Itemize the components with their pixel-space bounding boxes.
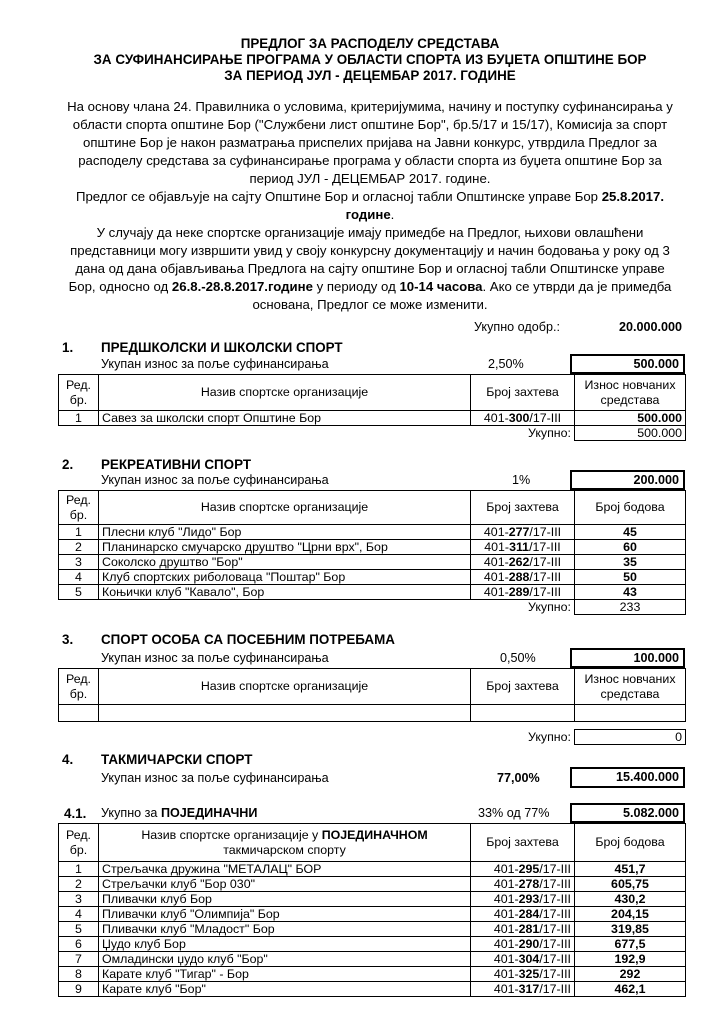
table-row: 3 Соколско друштво "Бор" 401-262/17-III 35 — [59, 555, 686, 570]
table-row: 4 Клуб спортских риболоваца "Поштар" Бор 401-288/17-III 50 — [59, 570, 686, 585]
intro-line: На основу члана 24. Правилника о условима, критеријумима, начину и поступку суфинансирања у — [67, 99, 673, 114]
table-total-row: Укупно: 233 — [59, 600, 686, 615]
table-row: 5 Пливачки клуб "Младост" Бор 401-281/17-III 319,85 — [59, 922, 686, 937]
intro-line: представници могу извршити увид у своју конкурсну документацију и начин бодовања у року од 3 — [70, 243, 670, 258]
total-approved-label: Укупно одобр.: — [474, 320, 560, 334]
section-1-percent: 2,50% — [488, 357, 524, 371]
table-total-row: Укупно: 0 — [59, 730, 686, 745]
section-1-amount: 500.000 — [570, 354, 685, 374]
section-2-amount: 200.000 — [570, 470, 685, 490]
objection-hours: 10-14 часова — [399, 279, 483, 294]
section-4-amount: 15.400.000 — [570, 767, 685, 788]
section-3-number: 3. — [62, 632, 74, 647]
intro-line: Предлог се објављује на сајту Општине Бор и огласној табли Општинске управе Бор 25.8.2017. — [75, 189, 665, 204]
table-row: 9 Карате клуб "Бор" 401-317/17-III 462,1 — [59, 982, 686, 997]
intro-line: основана, Предлог се може изменити. — [252, 297, 488, 312]
intro-line: дана од дана објављивања Предлога на сајту општине Бор и огласној табли Општинске управе — [75, 261, 665, 276]
intro-line: општине Бор је након разматрања приспелих пријава на Јавни конкурс, утврдила Предлог за — [82, 135, 658, 150]
section-1-total: 500.000 — [575, 426, 686, 441]
section-2-number: 2. — [62, 457, 74, 472]
section-3-field-label: Укупан износ за поље суфинансирања — [101, 651, 329, 665]
objection-dates: 26.8.-28.8.2017.године — [171, 279, 313, 294]
section-1-field-label: Укупан износ за поље суфинансирања — [101, 357, 329, 371]
title-line-1: ПРЕДЛОГ ЗА РАСПОДЕЛУ СРЕДСТАВА — [240, 36, 500, 51]
table-row: 5 Коњички клуб "Кавало", Бор 401-289/17-III 43 — [59, 585, 686, 600]
table-row: 2 Планинарско смучарско друштво "Црни врх", Бор 401-311/17-III 60 — [59, 540, 686, 555]
section-4-percent: 77,00% — [497, 771, 540, 785]
section-2-field-label: Укупан износ за поље суфинансирања — [101, 473, 329, 487]
table-row: 8 Карате клуб "Тигар" - Бор 401-325/17-III 292 — [59, 967, 686, 982]
table-total-row: Укупно: 500.000 — [59, 426, 686, 441]
subsection-4-1-table — [58, 823, 686, 997]
total-approved-value: 20.000.000 — [618, 320, 682, 334]
table-row: 1 Савез за школски спорт Општине Бор 401-300/17-III 500.000 — [59, 411, 686, 426]
section-3-total: 0 — [575, 730, 686, 745]
table-row — [59, 705, 686, 722]
table-header-row: Ред. бр. Назив спортске организације Број захтева Број бодова — [59, 491, 686, 525]
col-org-header: Назив спортске организације — [99, 375, 471, 411]
publish-date: 25.8.2017. — [601, 189, 665, 204]
intro-line: области спорта општине Бор ("Службени лист општине Бор", бр.5/17 и 15/17), Комисија за спорт — [72, 117, 668, 132]
document-title — [60, 36, 680, 84]
table-row: 4 Пливачки клуб "Олимпија" Бор 401-284/17-III 204,15 — [59, 907, 686, 922]
subsection-4-1-number: 4.1. — [64, 806, 87, 821]
section-4-field-label: Укупан износ за поље суфинансирања — [101, 771, 329, 785]
section-1-title: ПРЕДШКОЛСКИ И ШКОЛСКИ СПОРТ — [101, 340, 343, 355]
table-row: 7 Омладински џудо клуб "Бор" 401-304/17-III 192,9 — [59, 952, 686, 967]
intro-line: период ЈУЛ - ДЕЦЕМБАР 2017. године. — [249, 171, 491, 186]
section-3-table — [58, 668, 686, 745]
section-2-percent: 1% — [512, 473, 531, 487]
col-amount-header: Износ новчаних средстава — [575, 375, 686, 411]
title-line-3: ЗА ПЕРИОД ЈУЛ - ДЕЦЕМБАР 2017. ГОДИНЕ — [224, 68, 516, 83]
section-1-table — [58, 374, 686, 441]
table-header-row — [59, 375, 686, 411]
table-row: 3 Пливачки клуб Бор 401-293/17-III 430,2 — [59, 892, 686, 907]
col-req-header: Број захтева — [471, 375, 575, 411]
subsection-4-1-label: Укупно за ПОЈЕДИНАЧНИ — [101, 806, 258, 820]
table-row: 6 Џудо клуб Бор 401-290/17-III 677,5 — [59, 937, 686, 952]
subsection-4-1-percent: 33% од 77% — [478, 806, 550, 820]
title-line-2: ЗА СУФИНАНСИРАЊЕ ПРОГРАМА У ОБЛАСТИ СПОРТА ИЗ БУЏЕТА ОПШТИНЕ БОР — [93, 52, 647, 67]
col-no-header: Ред. бр. — [59, 375, 99, 411]
section-2-total: 233 — [575, 600, 686, 615]
intro-line: године. — [345, 207, 395, 222]
section-4-title: ТАКМИЧАРСКИ СПОРТ — [101, 752, 253, 767]
table-row: 1 Плесни клуб "Лидо" Бор 401-277/17-III 45 — [59, 525, 686, 540]
section-1-number: 1. — [62, 340, 74, 355]
intro-text — [56, 98, 684, 314]
subsection-4-1-amount: 5.082.000 — [570, 803, 685, 823]
intro-line: У случају да неке спортске организације имају примедбе на Предлог, њихови овлашћени — [96, 225, 644, 240]
section-3-percent: 0,50% — [500, 651, 536, 665]
table-row: 2 Стрељачки клуб "Бор 030" 401-278/17-III 605,75 — [59, 877, 686, 892]
section-2-table — [58, 490, 686, 615]
section-4-number: 4. — [62, 752, 74, 767]
table-header-row: Ред. бр. Назив спортске организације Број захтева Износ новчаних средстава — [59, 669, 686, 705]
table-header-row: Ред. бр. Назив спортске организације у ПОЈЕДИНАЧНОМ такмичарском спорту Број захтева Број бодова — [59, 824, 686, 862]
section-2-title: РЕКРЕАТИВНИ СПОРТ — [101, 457, 252, 472]
table-row: 1 Стрељачка дружина "МЕТАЛАЦ" БОР 401-295/17-III 451,7 — [59, 862, 686, 877]
intro-line: Бор, односно од 26.8.-28.8.2017.године у периоду од 10-14 часова. Ако се утврди да је примедба — [68, 279, 672, 294]
intro-line: расподелу средстава за суфинансирање програма у области спорта из буџета општине Бор за — [78, 153, 662, 168]
section-3-title: СПОРТ ОСОБА СА ПОСЕБНИМ ПОТРЕБАМА — [101, 632, 395, 647]
section-3-amount: 100.000 — [570, 648, 685, 668]
